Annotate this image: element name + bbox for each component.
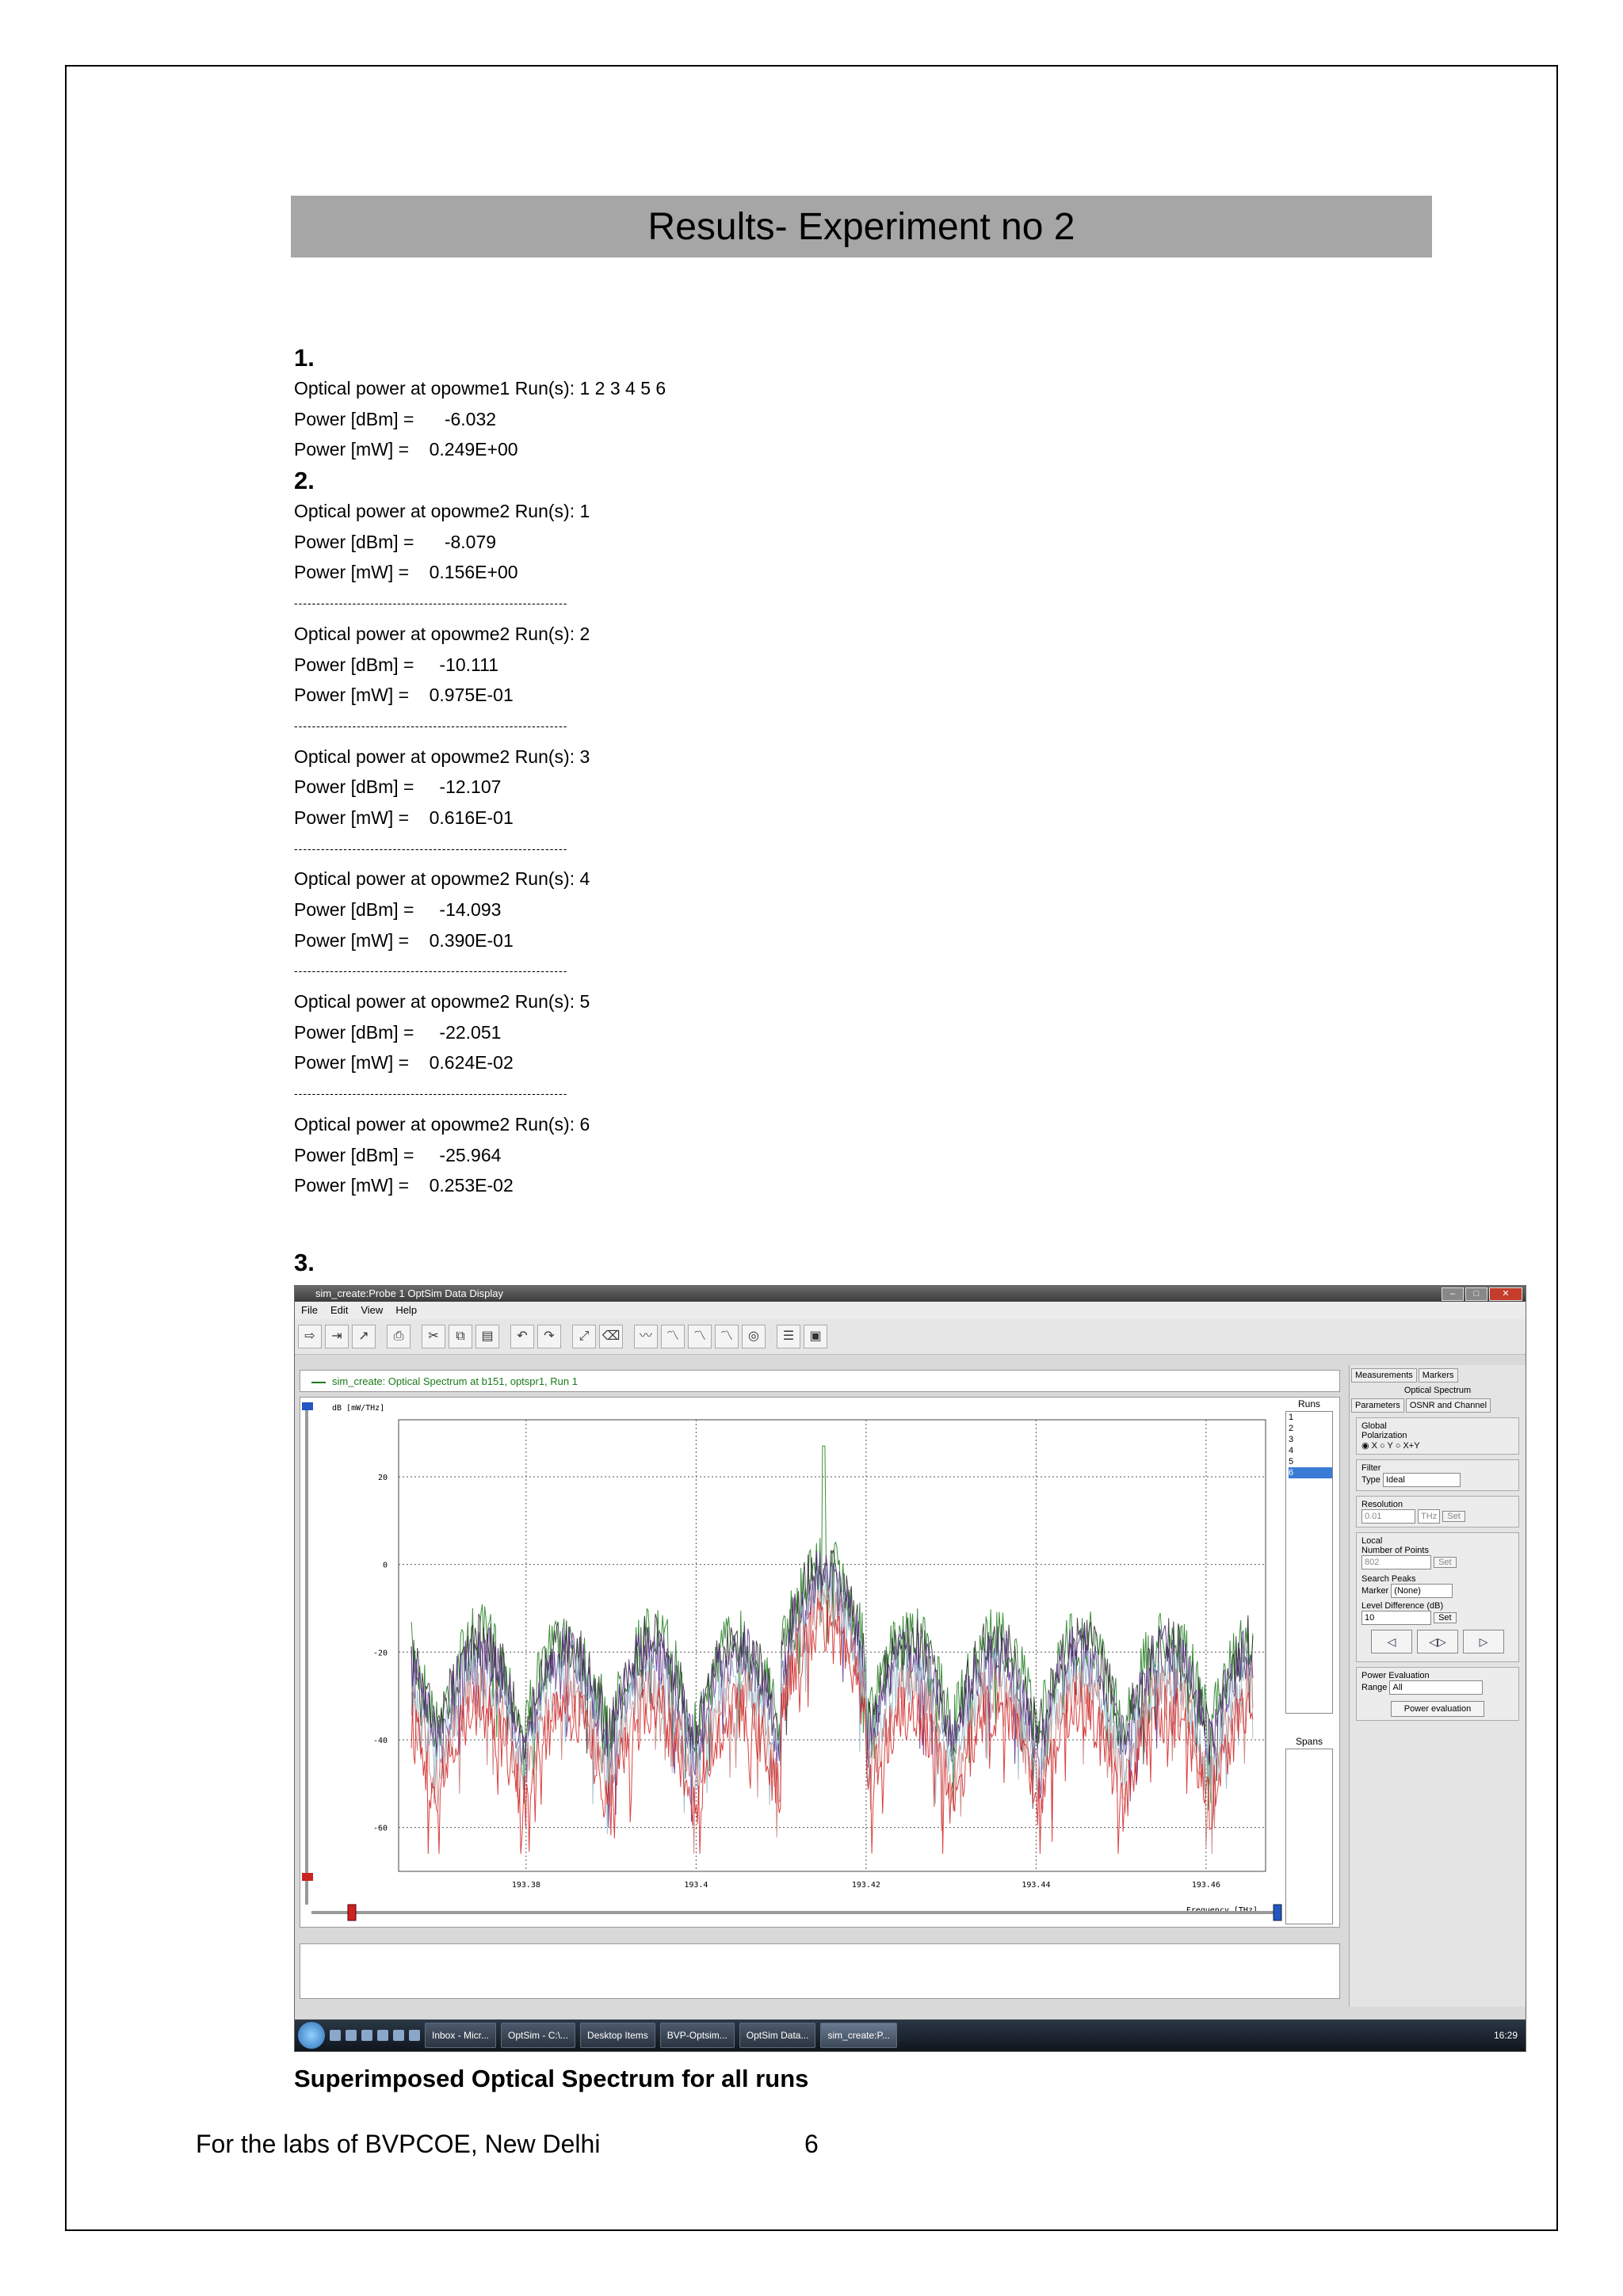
quicklaunch-icon[interactable]: [330, 2030, 341, 2041]
zoom-fit-icon[interactable]: ⤢: [572, 1325, 596, 1348]
result-mw: Power [mW] = 0.249E+00: [294, 439, 518, 460]
result-dbm: Power [dBm] = -12.107: [294, 776, 502, 798]
resolution-set-button[interactable]: Set: [1442, 1511, 1465, 1522]
filter-group: [1356, 1459, 1519, 1491]
result-mw: Power [mW] = 0.253E-02: [294, 1175, 514, 1196]
power-eval-label: Power Evaluation: [1361, 1671, 1430, 1680]
result-heading: Optical power at opowme2 Run(s): 1: [294, 501, 590, 522]
power-eval-group: [1356, 1667, 1519, 1721]
toolbar: [295, 1319, 1526, 1355]
plot-alt2-icon[interactable]: 〽: [688, 1325, 712, 1348]
resolution-unit-select[interactable]: THz: [1418, 1509, 1440, 1524]
section-3-number: 3.: [294, 1249, 315, 1276]
plot-frame: [399, 1420, 1266, 1871]
run-item-selected[interactable]: 6: [1289, 1467, 1332, 1478]
result-dbm: Power [dBm] = -8.079: [294, 531, 497, 552]
eraser-icon[interactable]: ⌫: [599, 1325, 623, 1348]
export-chart-icon[interactable]: ↗: [352, 1325, 376, 1348]
slider-right-handle: [1274, 1905, 1281, 1920]
global-label: Global: [1361, 1421, 1387, 1431]
x-tick-label: 193.42: [851, 1881, 880, 1890]
plot-alt-icon[interactable]: 〽: [661, 1325, 685, 1348]
spectrum-chart: [300, 1398, 1339, 1927]
level-diff-input[interactable]: 10: [1361, 1611, 1431, 1625]
runs-list[interactable]: [1285, 1411, 1333, 1714]
plot-area: [300, 1397, 1340, 1928]
section-1-number: 1.: [294, 344, 315, 372]
num-points-label: Number of Points: [1361, 1546, 1429, 1555]
y-tick-label: -20: [372, 1649, 388, 1658]
power-evaluation-button[interactable]: Power evaluation: [1391, 1701, 1484, 1717]
quicklaunch-icon[interactable]: [361, 2030, 372, 2041]
result-dbm: Power [dBm] = -25.964: [294, 1144, 502, 1165]
range-label: Range: [1361, 1683, 1388, 1692]
global-group: [1356, 1417, 1519, 1455]
next-peak-icon[interactable]: ▷: [1463, 1630, 1504, 1653]
taskbar-item[interactable]: Inbox - Micr...: [425, 2023, 496, 2048]
table-icon[interactable]: ☰: [777, 1325, 800, 1348]
x-tick-label: 193.44: [1022, 1881, 1051, 1890]
separator: -------------------------------------------------------------: [294, 719, 568, 732]
y-tick-label: -40: [372, 1736, 388, 1745]
y-tick-label: 0: [382, 1561, 388, 1570]
result-dbm: Power [dBm] = -10.111: [294, 654, 499, 675]
panel-title: Optical Spectrum: [1403, 1386, 1472, 1395]
plot-icon[interactable]: 〰: [634, 1325, 658, 1348]
result-mw: Power [mW] = 0.390E-01: [294, 929, 514, 951]
result-heading: Optical power at opowme2 Run(s): 4: [294, 868, 590, 890]
panel-icon[interactable]: ▣: [804, 1325, 827, 1348]
quicklaunch-icon[interactable]: [409, 2030, 420, 2041]
measurements-panel: [1349, 1365, 1526, 2007]
undo-icon[interactable]: ↶: [510, 1325, 534, 1348]
level-diff-label: Level Difference (dB): [1361, 1601, 1444, 1611]
x-tick-label: 193.38: [511, 1881, 540, 1890]
menu-view[interactable]: View: [361, 1304, 384, 1316]
tab-measurements[interactable]: Measurements: [1351, 1368, 1417, 1383]
slider-top-handle: [302, 1402, 313, 1410]
tab-markers[interactable]: Markers: [1419, 1368, 1458, 1383]
section-2-number: 2.: [294, 467, 315, 495]
taskbar-item[interactable]: BVP-Optsim...: [660, 2023, 735, 2048]
window-titlebar: [295, 1286, 1526, 1302]
resolution-group: [1356, 1496, 1519, 1527]
menu-bar: [295, 1302, 1526, 1319]
polarization-options[interactable]: ◉ X ○ Y ○ X+Y: [1361, 1441, 1420, 1451]
resolution-input[interactable]: 0.01: [1361, 1509, 1415, 1524]
spans-list[interactable]: [1285, 1749, 1333, 1924]
result-heading: Optical power at opowme1 Run(s): 1 2 3 4 5 6: [294, 378, 666, 399]
separator: -------------------------------------------------------------: [294, 1087, 568, 1100]
redo-icon[interactable]: ↷: [537, 1325, 561, 1348]
x-tick-label: 193.4: [684, 1881, 708, 1890]
result-dbm: Power [dBm] = -22.051: [294, 1021, 502, 1043]
open-icon[interactable]: ⇨: [298, 1325, 322, 1348]
import-icon[interactable]: ⇥: [325, 1325, 349, 1348]
quicklaunch-icon[interactable]: [393, 2030, 404, 2041]
filter-label: Filter: [1361, 1463, 1381, 1473]
figure-caption: Superimposed Optical Spectrum for all runs: [294, 2065, 809, 2092]
result-dbm: Power [dBm] = -6.032: [294, 408, 497, 429]
x-axis-label: Frequency [THz]: [1186, 1906, 1258, 1915]
separator: -------------------------------------------------------------: [294, 597, 568, 610]
clock: 16:29: [1493, 2030, 1518, 2041]
run-item[interactable]: 5: [1289, 1457, 1294, 1466]
num-points-input[interactable]: 802: [1361, 1555, 1431, 1569]
result-mw: Power [mW] = 0.616E-01: [294, 807, 514, 828]
result-heading: Optical power at opowme2 Run(s): 3: [294, 746, 590, 767]
runs-panel: [1285, 1398, 1333, 1731]
start-button-icon[interactable]: [298, 2022, 325, 2049]
copy-icon[interactable]: ⧉: [449, 1325, 472, 1348]
local-label: Local: [1361, 1536, 1383, 1546]
type-select[interactable]: Ideal: [1383, 1473, 1461, 1487]
plot-alt3-icon[interactable]: 〽: [715, 1325, 739, 1348]
run-item[interactable]: 4: [1289, 1446, 1294, 1455]
taskbar-item-active[interactable]: sim_create:P...: [820, 2023, 896, 2048]
local-group: [1356, 1532, 1519, 1662]
optsim-screenshot: [294, 1285, 1526, 2052]
taskbar-item[interactable]: Desktop Items: [580, 2023, 655, 2048]
menu-help[interactable]: Help: [395, 1304, 418, 1316]
results-section: [294, 342, 1007, 1201]
result-mw: Power [mW] = 0.156E+00: [294, 562, 518, 583]
slider-left-handle: [348, 1905, 356, 1920]
close-button[interactable]: ✕: [1489, 1287, 1522, 1301]
run-item[interactable]: 3: [1289, 1435, 1294, 1444]
window-title: sim_create:Probe 1 OptSim Data Display: [315, 1287, 503, 1299]
title-banner: [291, 196, 1432, 257]
message-area: [300, 1943, 1340, 1999]
marker-select[interactable]: (None): [1391, 1584, 1453, 1598]
polarization-label: Polarization: [1361, 1431, 1407, 1440]
num-points-set-button[interactable]: Set: [1434, 1557, 1457, 1568]
run-item[interactable]: 1: [1289, 1413, 1294, 1422]
marker-label: Marker: [1361, 1586, 1389, 1596]
page-title: Results- Experiment no 2: [647, 205, 1075, 248]
footer-text: For the labs of BVPCOE, New Delhi: [196, 2130, 601, 2158]
taskbar: [295, 2019, 1526, 2051]
minimize-button[interactable]: –: [1442, 1287, 1464, 1301]
result-mw: Power [mW] = 0.624E-02: [294, 1052, 514, 1074]
run-item[interactable]: 2: [1289, 1424, 1294, 1433]
x-tick-label: 193.46: [1191, 1881, 1220, 1890]
y-axis-label: dB [mW/THz]: [332, 1404, 385, 1413]
result-dbm: Power [dBm] = -14.093: [294, 899, 502, 920]
result-heading: Optical power at opowme2 Run(s): 2: [294, 623, 590, 644]
plot-legend: sim_create: Optical Spectrum at b151, optspr1, Run 1: [300, 1370, 1340, 1392]
level-diff-set-button[interactable]: Set: [1434, 1612, 1457, 1623]
type-label: Type: [1361, 1475, 1381, 1485]
tab-osnr[interactable]: OSNR and Channel: [1406, 1398, 1491, 1413]
slider-bottom-handle: [302, 1873, 313, 1881]
quicklaunch-icon[interactable]: [346, 2030, 357, 2041]
page-number: 6: [804, 2130, 819, 2158]
runs-label: Runs: [1297, 1398, 1320, 1409]
taskbar-item[interactable]: OptSim Data...: [739, 2023, 816, 2048]
result-heading: Optical power at opowme2 Run(s): 6: [294, 1113, 590, 1135]
paste-icon[interactable]: ▤: [475, 1325, 499, 1348]
spans-panel: [1285, 1736, 1333, 1924]
result-mw: Power [mW] = 0.975E-01: [294, 685, 514, 706]
maximize-button[interactable]: □: [1465, 1287, 1487, 1301]
cut-icon[interactable]: ✂: [422, 1325, 445, 1348]
range-select[interactable]: All: [1389, 1680, 1483, 1695]
print-icon[interactable]: ⎙: [387, 1325, 411, 1348]
result-heading: Optical power at opowme2 Run(s): 5: [294, 991, 590, 1013]
y-tick-label: -60: [372, 1824, 388, 1833]
spans-label: Spans: [1295, 1736, 1323, 1747]
separator: -------------------------------------------------------------: [294, 841, 568, 855]
resolution-label: Resolution: [1361, 1500, 1403, 1509]
menu-edit[interactable]: Edit: [330, 1304, 349, 1316]
tab-parameters[interactable]: Parameters: [1351, 1398, 1404, 1413]
separator: -------------------------------------------------------------: [294, 964, 568, 978]
y-tick-label: 20: [377, 1473, 388, 1482]
search-peaks-label: Search Peaks: [1361, 1574, 1416, 1584]
menu-file[interactable]: File: [301, 1304, 318, 1316]
prev-peak-icon[interactable]: ◁: [1371, 1630, 1412, 1653]
eye-diagram-icon[interactable]: ◎: [742, 1325, 766, 1348]
quicklaunch-icon[interactable]: [377, 2030, 388, 2041]
taskbar-item[interactable]: OptSim - C:\...: [501, 2023, 575, 2048]
all-peaks-icon[interactable]: ◁▷: [1417, 1630, 1458, 1653]
